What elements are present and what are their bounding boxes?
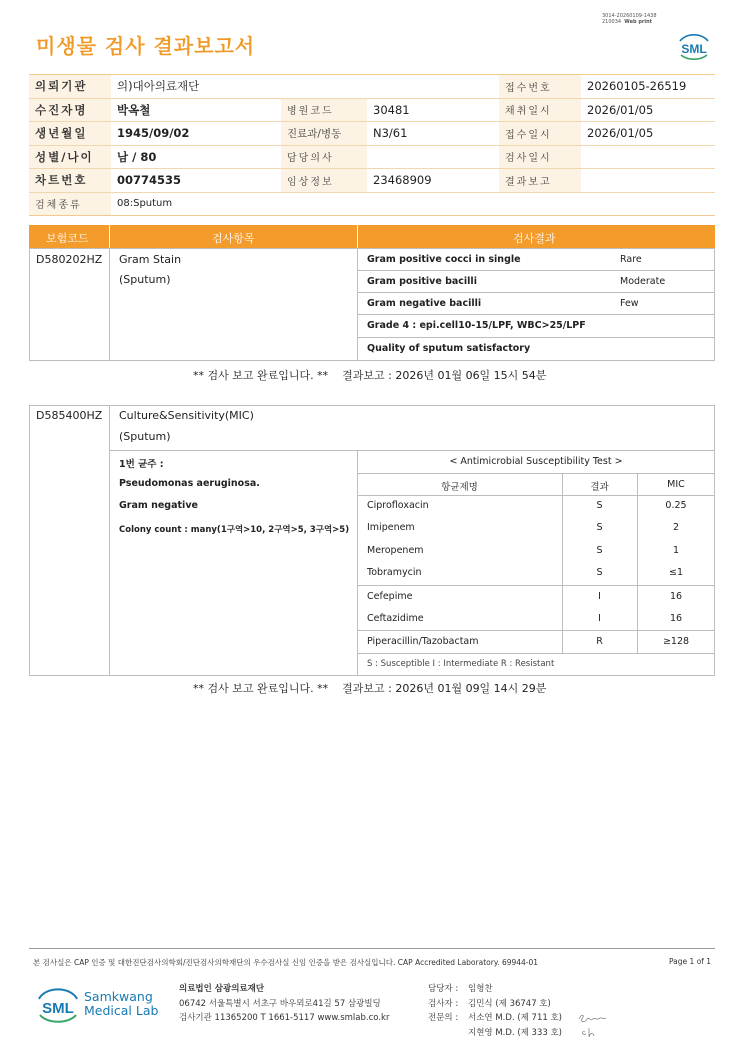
report-value — [581, 169, 715, 193]
patient-info-table — [29, 74, 715, 216]
ast-result: R — [596, 636, 603, 647]
birth-value: 1945/09/02 — [111, 122, 281, 146]
ast-header-result: 결과 — [590, 482, 609, 493]
ast-mic: 16 — [669, 591, 683, 602]
page-number: Page 1 of 1 — [669, 957, 712, 966]
culture-code: D585400HZ — [36, 409, 103, 422]
ast-drug: Ceftazidime — [367, 613, 424, 624]
specimen-label: 검체종류 — [29, 192, 111, 216]
gram-result-4: Grade 4 : epi.cell10-15/LPF, WBC>25/LPF — [367, 320, 586, 331]
gram-stain-code: D580202HZ — [36, 253, 103, 266]
org-contact: 검사기관 11365200 T 1661-5117 www.smlab.co.kr — [179, 1013, 390, 1023]
test-date-label: 검사일시 — [499, 145, 581, 169]
gram-result-2: Gram positive bacilli — [367, 276, 477, 287]
sex-age-label: 성별/나이 — [29, 145, 111, 169]
organism-number: 1번 균주 : — [119, 459, 164, 470]
staff-role: 전문의 : — [428, 1013, 459, 1023]
gram-result-3: Gram negative bacilli — [367, 298, 482, 309]
specimen-value: 08:Sputum — [111, 192, 715, 216]
organism-name: Pseudomonas aeruginosa. — [119, 478, 260, 489]
results-header-bar — [29, 225, 715, 248]
chart-no-value: 00774535 — [111, 169, 281, 193]
patient-name-value: 박옥철 — [111, 98, 281, 122]
hospital-code-value: 30481 — [367, 98, 499, 122]
ast-result: I — [598, 613, 601, 624]
sex-age-value: 남 / 80 — [111, 145, 281, 169]
receipt-no-value: 20260105-26519 — [581, 75, 715, 99]
sml-logo-icon — [676, 28, 712, 64]
ast-header-drug: 항균제명 — [441, 482, 478, 493]
colony-count: Colony count : many(1구역>10, 2구역>5, 3구역>5) — [119, 525, 350, 535]
ast-header-mic: MIC — [667, 479, 685, 490]
gram-grade-2: Moderate — [620, 276, 666, 287]
staff-list — [428, 982, 562, 1040]
gram-completion-note: ** 검사 보고 완료입니다. ** 결과보고 : 2026년 01월 06일 15시 54분 — [193, 369, 547, 382]
test-date-value — [581, 145, 715, 169]
gram-result-5: Quality of sputum satisfactory — [367, 343, 531, 354]
department-label: 진료과/병동 — [281, 122, 367, 146]
patient-name-label: 수진자명 — [29, 98, 111, 122]
culture-report-time: 결과보고 : 2026년 01월 09일 14시 29분 — [342, 682, 547, 695]
collect-date-label: 채취일시 — [499, 98, 581, 122]
doc-code-2: 210034 — [602, 19, 622, 25]
doc-code-1: 3014-20260109-1438 — [602, 13, 657, 19]
doctor-value — [367, 145, 499, 169]
ast-result: S — [596, 567, 603, 578]
staff-name: 지현영 M.D. (제 333 호) — [468, 1027, 563, 1038]
department-value: N3/61 — [367, 122, 499, 146]
staff-name: 임형찬 — [468, 984, 493, 994]
culture-specimen: (Sputum) — [119, 430, 171, 443]
collect-date-value: 2026/01/05 — [581, 98, 715, 122]
header-code: 보험코드 — [46, 232, 89, 245]
svg-text:SML: SML — [681, 42, 707, 56]
ast-mic: 16 — [669, 613, 683, 624]
clinical-value: 23468909 — [367, 169, 499, 193]
gram-stain-name: Gram Stain — [119, 253, 182, 266]
chart-no-label: 차트번호 — [29, 169, 111, 193]
ast-title: < Antimicrobial Susceptibility Test > — [449, 456, 623, 467]
culture-name: Culture&Sensitivity(MIC) — [119, 409, 254, 422]
document-code — [602, 13, 657, 25]
svg-text:SML: SML — [42, 1000, 74, 1017]
receipt-no-label: 접수번호 — [499, 75, 581, 99]
organism-gram: Gram negative — [119, 500, 198, 511]
gram-grade-3: Few — [620, 298, 639, 309]
header-item: 검사항목 — [212, 232, 255, 245]
organization-info — [179, 982, 389, 1026]
birth-label: 생년월일 — [29, 122, 111, 146]
gram-result-1: Gram positive cocci in single — [367, 254, 521, 265]
web-print-label: Web print — [624, 19, 653, 25]
certification-note: 본 검사실은 CAP 인증 및 대한진단검사의학회/진단검사의학재단의 우수검사실 신임 인증을 받은 검사실입니다. CAP Accredited Laboratory. 69944-01 — [33, 958, 539, 967]
page-title: 미생물 검사 결과보고서 — [36, 34, 256, 58]
hospital-code-label: 병원코드 — [281, 98, 367, 122]
gram-report-time: 결과보고 : 2026년 01월 06일 15시 54분 — [342, 369, 547, 382]
ast-drug: Cefepime — [367, 591, 413, 602]
ast-result: S — [596, 500, 603, 511]
ast-drug: Meropenem — [367, 545, 424, 556]
receipt-date-label: 접수일시 — [499, 122, 581, 146]
ast-legend: S : Susceptible I : Intermediate R : Resistant — [367, 659, 555, 669]
org-address: 06742 서울특별시 서초구 바우뫼로41길 57 삼광빌딩 — [179, 998, 381, 1009]
brand-name: Samkwang Medical Lab — [84, 989, 159, 1018]
staff-name: 김민식 (제 36747 호) — [468, 998, 551, 1009]
culture-completion-note: ** 검사 보고 완료입니다. ** 결과보고 : 2026년 01월 09일 14시 29분 — [193, 682, 547, 695]
ast-drug: Piperacillin/Tazobactam — [367, 636, 479, 647]
ast-mic: 0.25 — [665, 500, 687, 511]
staff-role: 검사자 : — [428, 998, 459, 1009]
gram-grade-1: Rare — [620, 254, 642, 265]
ast-mic: 2 — [672, 522, 680, 533]
ast-result: I — [598, 591, 601, 602]
ast-drug: Ciprofloxacin — [367, 500, 429, 511]
ast-mic: ≤1 — [668, 567, 683, 578]
report-label: 결과보고 — [499, 169, 581, 193]
org-name: 의료법인 삼광의료재단 — [179, 984, 265, 994]
staff-role: 담당자 : — [428, 984, 459, 994]
ast-drug: Imipenem — [367, 522, 415, 533]
requester-value: 의)대아의료재단 — [111, 75, 499, 99]
ast-mic: ≥128 — [662, 636, 690, 647]
staff-name: 서소연 M.D. (제 711 호) — [468, 1013, 563, 1023]
clinical-label: 임상정보 — [281, 169, 367, 193]
footer-divider — [29, 948, 715, 949]
header-result: 검사결과 — [513, 232, 556, 245]
ast-result: S — [596, 545, 603, 556]
sml-footer-logo-icon — [36, 982, 80, 1026]
requester-label: 의뢰기관 — [29, 75, 111, 99]
doctor-label: 담당의사 — [281, 145, 367, 169]
gram-stain-specimen: (Sputum) — [119, 273, 171, 286]
ast-drug: Tobramycin — [367, 567, 422, 578]
receipt-date-value: 2026/01/05 — [581, 122, 715, 146]
ast-result: S — [596, 522, 603, 533]
signature-icon — [576, 1010, 610, 1040]
ast-mic: 1 — [672, 545, 680, 556]
